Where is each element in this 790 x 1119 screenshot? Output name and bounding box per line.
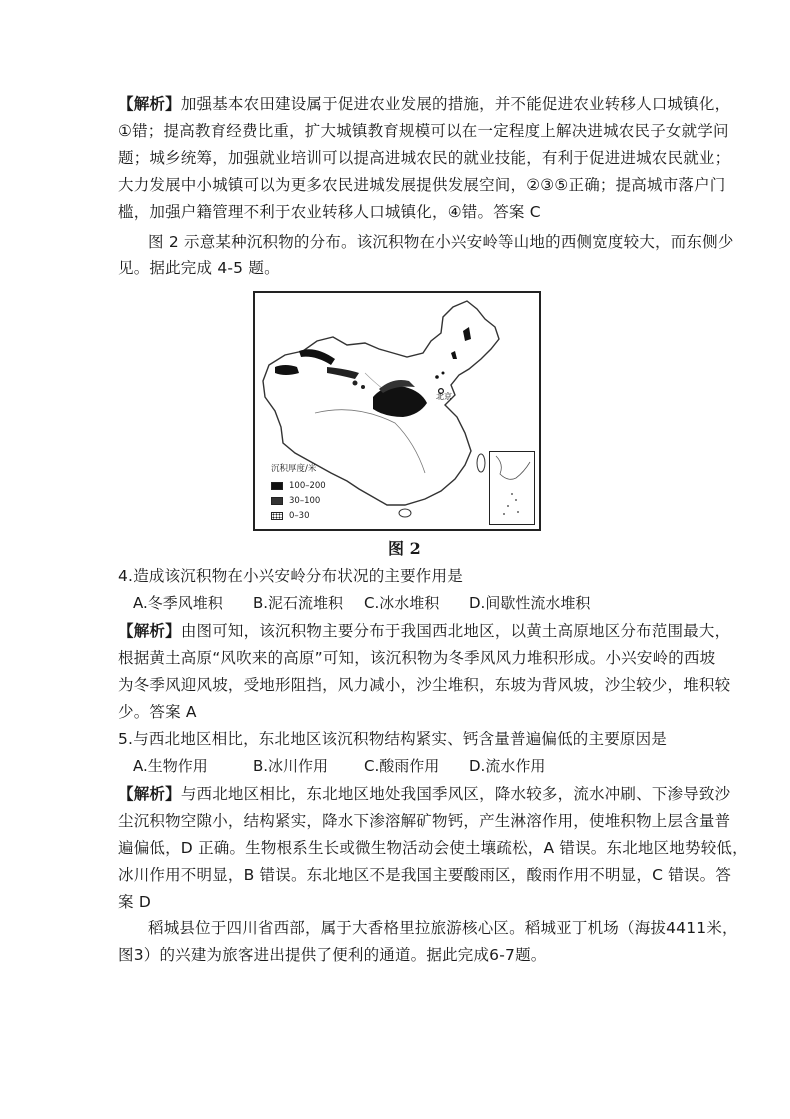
analysis-tag: 【解析】 [118,785,181,803]
question-intro-line: 图 2 示意某种沉积物的分布。该沉积物在小兴安岭等山地的西侧宽度较大，而东侧少 [148,233,734,251]
options-row [133,593,590,613]
analysis-text-line: 大力发展中小城镇可以为更多农民进城发展提供发展空间，②③⑤正确；提高城市落户门 [118,176,726,194]
legend-title: 沉积厚度/米 [271,464,317,474]
question-intro-line: 图3）的兴建为旅客进出提供了便利的通道。据此完成6-7题。 [118,946,547,964]
analysis-text-line: 尘沉积物空隙小，结构紧实，降水下渗溶解矿物钙，产生淋溶作用，使堆积物上层含量普 [118,812,731,830]
analysis-text-line: 题；城乡统筹，加强就业培训可以提高进城农民的就业技能，有利于促进进城农民就业； [118,149,731,167]
analysis-text-line: 遍偏低，D 正确。生物根系生长或微生物活动会使土壤疏松，A 错误。东北地区地势较低， [118,839,748,857]
option-c: C.冰水堆积 [364,594,440,612]
question-intro-line: 稻城县位于四川省西部，属于大香格里拉旅游核心区。稻城亚丁机场（海拔4411米， [148,919,738,937]
south-china-sea-inset [489,451,535,525]
analysis-text-line [118,621,730,641]
option-c: C.酸雨作用 [364,757,440,775]
option-a: A.生物作用 [133,757,208,775]
legend-item [271,510,326,522]
question-stem: 4.造成该沉积物在小兴安岭分布状况的主要作用是 [118,567,463,585]
option-a: A.冬季风堆积 [133,594,223,612]
question-stem: 5.与西北地区相比，东北地区该沉积物结构紧实、钙含量普遍偏低的主要原因是 [118,730,667,748]
analysis-text: 由图可知，该沉积物主要分布于我国西北地区，以黄土高原地区分布范围最大， [180,622,731,640]
legend-label: 30–100 [289,496,321,506]
analysis-text-line: 根据黄土高原“风吹来的高原”可知，该沉积物为冬季风风力堆积形成。小兴安岭的西坡 [118,649,716,667]
legend-label: 100–200 [289,481,326,491]
legend-item [271,480,326,492]
beijing-label: 北京 [436,392,452,401]
options-row [133,756,545,776]
legend-swatch [271,512,283,520]
figure-caption: 图 2 [388,539,421,558]
analysis-text-line: 少。答案 A [118,703,197,721]
legend-item [271,495,326,507]
map-legend [271,463,326,525]
option-b: B.泥石流堆积 [253,594,344,612]
analysis-text-line: 为冬季风迎风坡，受地形阻挡，风力减小，沙尘堆积，东坡为背风坡，沙尘较少，堆积较 [118,676,731,694]
analysis-tag: 【解析】 [118,95,181,113]
legend-swatch [271,482,283,490]
legend-label: 0–30 [289,511,310,521]
analysis-text-line: 冰川作用不明显，B 错误。东北地区不是我国主要酸雨区，酸雨作用不明显，C 错误。答 [118,866,732,884]
option-d: D.流水作用 [469,757,546,775]
legend-swatch [271,497,283,505]
analysis-text-line [118,94,730,114]
analysis-text: 加强基本农田建设属于促进农业发展的措施，并不能促进农业转移人口城镇化， [180,95,731,113]
analysis-text-line [118,784,730,804]
analysis-text-line: 案 D [118,893,151,911]
question-intro-line: 见。据此完成 4-5 题。 [118,259,280,277]
china-map-figure [253,291,541,531]
analysis-tag: 【解析】 [118,622,181,640]
option-d: D.间歇性流水堆积 [469,594,591,612]
option-b: B.冰川作用 [253,757,329,775]
analysis-text: 与西北地区相比，东北地区地处我国季风区，降水较多，流水冲刷、下渗导致沙 [180,785,731,803]
analysis-text-line: 槛，加强户籍管理不利于农业转移人口城镇化，④错。答案 C [118,203,541,221]
analysis-text-line: ①错；提高教育经费比重，扩大城镇教育规模可以在一定程度上解决进城农民子女就学问 [118,122,729,140]
